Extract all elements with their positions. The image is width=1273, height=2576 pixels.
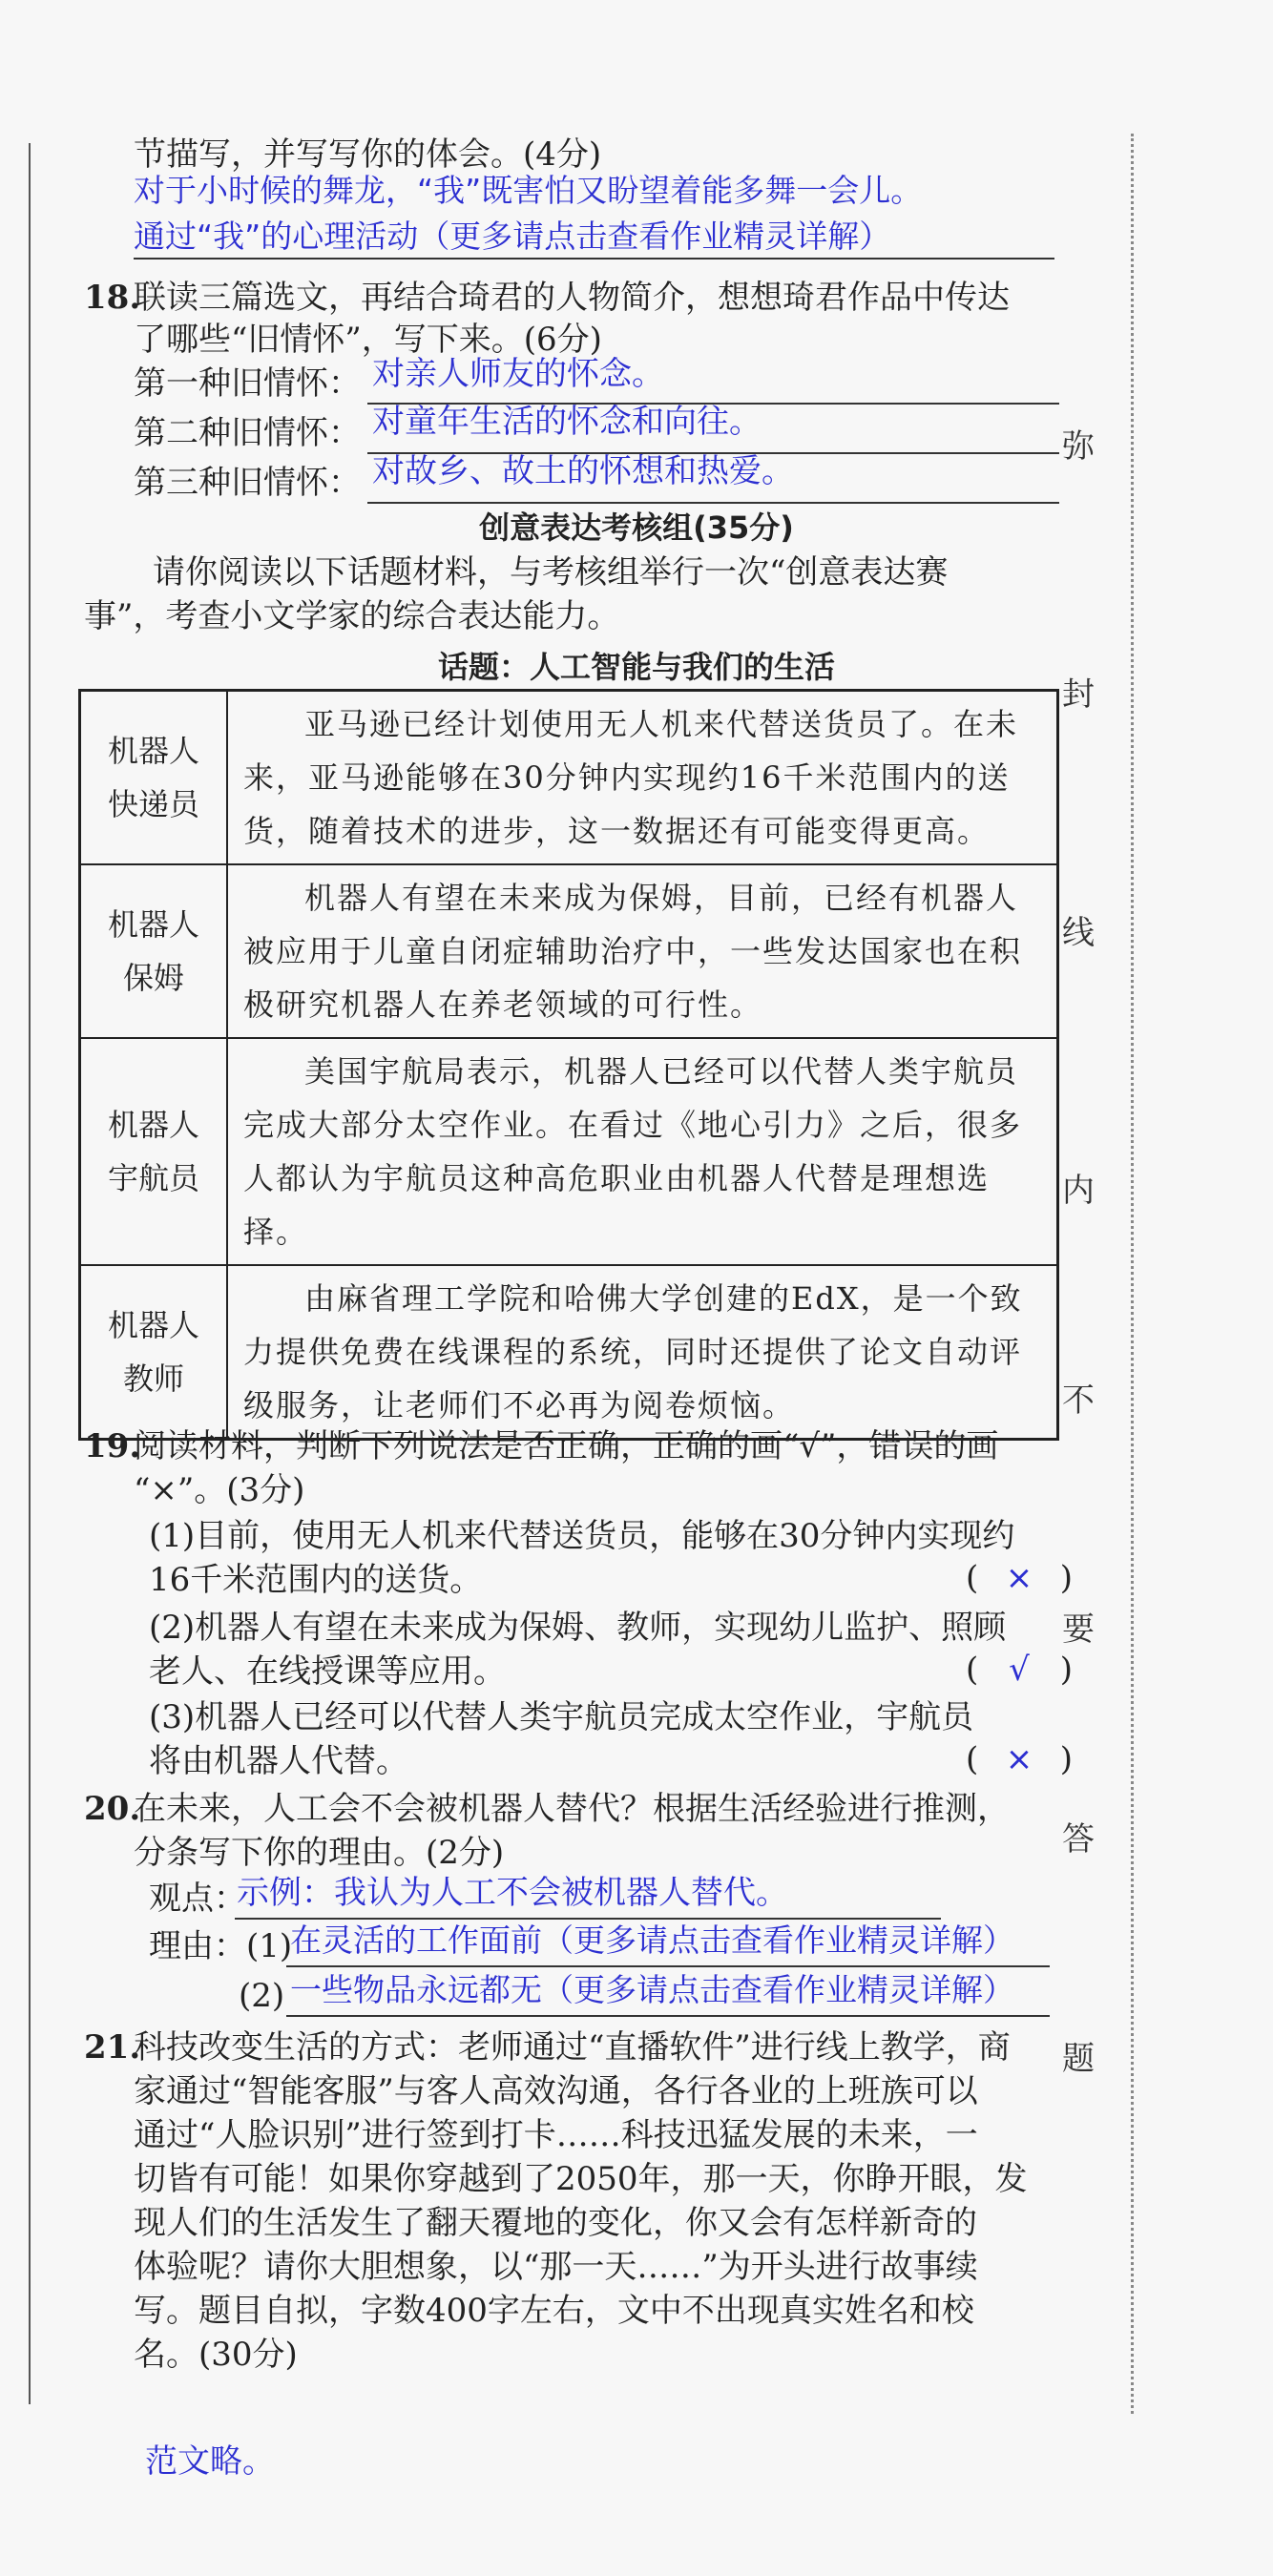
- side-seal-char: 不: [1062, 1381, 1095, 1420]
- row-content: 由麻省理工学院和哈佛大学创建的EdX，是一个致力提供免费在线课程的系统，同时还提供了论文自动评级服务，让老师们不必再为阅卷烦恼。: [227, 1265, 1058, 1440]
- section-title: 创意表达考核组(35分): [479, 509, 794, 546]
- row-heading: 机器人 教师: [80, 1265, 228, 1440]
- q18-row-label: 第三种旧情怀：: [134, 464, 361, 502]
- q19-item-line: (2)机器人有望在未来成为保姆、教师，实现幼儿监护、照顾: [149, 1609, 1007, 1647]
- q20-view-answer: 示例：我认为人工不会被机器人替代。: [237, 1874, 788, 1912]
- table-row: [80, 691, 1058, 865]
- table-row: [80, 864, 1058, 1038]
- q20-reason-1-answer: 在灵活的工作面前（更多请点击查看作业精灵详解）: [290, 1922, 1014, 1959]
- q18-prompt-line-2: 了哪些“旧情怀”，写下来。(6分): [134, 321, 602, 359]
- q20-reason-label: 理由：(1): [149, 1927, 293, 1965]
- q21-prompt-line: 通过“人脸识别”进行签到打卡……科技迅猛发展的未来，一: [134, 2116, 978, 2154]
- q20-reason-1-underline: [286, 1965, 1050, 1967]
- footer-answer: 范文略。: [145, 2442, 275, 2481]
- q19-item-line: (1)目前，使用无人机来代替送货员，能够在30分钟内实现约: [149, 1517, 1015, 1555]
- q21-number: 21.: [84, 2028, 141, 2067]
- row-heading: 机器人 宇航员: [80, 1038, 228, 1265]
- mark-value: ×: [1005, 1559, 1033, 1597]
- topic-material-table: [78, 689, 1059, 1441]
- section-intro-line-1: 请你阅读以下话题材料，与考核组举行一次“创意表达赛: [153, 553, 949, 592]
- q19-prompt-line-1: 阅读材料，判断下列说法是否正确，正确的画“√”，错误的画: [134, 1427, 999, 1465]
- q19-item-line: 老人、在线授课等应用。: [149, 1652, 506, 1691]
- q20-number: 20.: [84, 1790, 141, 1828]
- q19-number: 19.: [84, 1427, 141, 1465]
- side-seal-char: 弥: [1062, 427, 1095, 466]
- row-heading: 机器人 保姆: [80, 864, 228, 1038]
- q19-item-line: 将由机器人代替。: [149, 1742, 408, 1780]
- q18-number: 18.: [84, 279, 141, 317]
- q17-answer-line-2: 通过“我”的心理活动（更多请点击查看作业精灵详解）: [134, 218, 891, 255]
- q17-answer-underline: [134, 258, 1054, 260]
- q20-reason-2-answer: 一些物品永远都无（更多请点击查看作业精灵详解）: [290, 1971, 1014, 2008]
- q18-row-answer: 对亲人师友的怀念。: [372, 355, 664, 393]
- q21-prompt-line: 名。(30分): [134, 2336, 298, 2374]
- q19-answer-mark: [966, 1559, 1073, 1597]
- table-row: [80, 1038, 1058, 1265]
- side-seal-char: 要: [1062, 1610, 1095, 1649]
- topic-heading: 话题：人工智能与我们的生活: [437, 649, 835, 685]
- mark-value: √: [1009, 1651, 1030, 1689]
- q21-prompt-line: 体验呢？请你大胆想象，以“那一天……”为开头进行故事续: [134, 2248, 978, 2286]
- q19-item-line: (3)机器人已经可以代替人类宇航员完成太空作业，宇航员: [149, 1698, 974, 1736]
- paren-close: ): [1059, 1740, 1073, 1778]
- q20-prompt-line-1: 在未来，人工会不会被机器人替代？根据生活经验进行推测，: [134, 1790, 1010, 1828]
- q21-prompt-line: 科技改变生活的方式：老师通过“直播软件”进行线上教学，商: [134, 2028, 1011, 2067]
- q18-prompt-line-1: 联读三篇选文，再结合琦君的人物简介，想想琦君作品中传达: [134, 279, 1010, 317]
- q20-reason-2-label: (2): [239, 1977, 285, 2015]
- q18-row-label: 第二种旧情怀：: [134, 414, 361, 452]
- q21-prompt-line: 现人们的生活发生了翻天覆地的变化，你又会有怎样新奇的: [134, 2204, 977, 2242]
- side-seal-char: 答: [1062, 1820, 1095, 1859]
- q21-prompt-line: 切皆有可能！如果你穿越到了2050年，那一天，你睁开眼，发: [134, 2160, 1028, 2198]
- row-heading: 机器人 快递员: [80, 691, 228, 865]
- row-content: 亚马逊已经计划使用无人机来代替送货员了。在未来，亚马逊能够在30分钟内实现约16千米范围内的送货，随着技术的进步，这一数据还有可能变得更高。: [227, 691, 1058, 865]
- q20-prompt-line-2: 分条写下你的理由。(2分): [134, 1834, 505, 1872]
- side-seal-char: 封: [1062, 675, 1095, 714]
- q17-prompt-line: 节描写，并写写你的体会。(4分): [134, 135, 602, 174]
- q19-prompt-line-2: “×”。(3分): [134, 1471, 305, 1509]
- row-content: 机器人有望在未来成为保姆，目前，已经有机器人被应用于儿童自闭症辅助治疗中，一些发达国家也在积极研究机器人在养老领域的可行性。: [227, 864, 1058, 1038]
- q17-answer-line-1: 对于小时候的舞龙，“我”既害怕又盼望着能多舞一会儿。: [134, 172, 923, 209]
- q18-row-answer: 对童年生活的怀念和向往。: [372, 403, 762, 441]
- paren-close: ): [1059, 1559, 1073, 1597]
- q20-view-label: 观点：: [149, 1880, 246, 1918]
- paren-close: ): [1059, 1651, 1073, 1689]
- q20-reason-2-underline: [286, 2015, 1050, 2017]
- q19-item-line: 16千米范围内的送货。: [149, 1561, 483, 1599]
- side-seal-char: 内: [1062, 1172, 1095, 1210]
- row-content: 美国宇航局表示，机器人已经可以代替人类宇航员完成大部分太空作业。在看过《地心引力》之后，很多人都认为宇航员这种高危职业由机器人代替是理想选择。: [227, 1038, 1058, 1265]
- paren-open: (: [966, 1740, 979, 1778]
- q21-prompt-line: 写。题目自拟，字数400字左右，文中不出现真实姓名和校: [134, 2292, 974, 2330]
- left-margin-rule: [29, 143, 31, 2404]
- mark-value: ×: [1005, 1740, 1033, 1778]
- q18-row-answer: 对故乡、故土的怀想和热爱。: [372, 452, 794, 490]
- paren-open: (: [966, 1559, 979, 1597]
- section-intro-line-2: 事”，考查小文学家的综合表达能力。: [84, 597, 620, 635]
- q19-answer-mark: [966, 1740, 1073, 1778]
- q18-row-label: 第一种旧情怀：: [134, 364, 361, 403]
- binding-dotted-line: [1131, 134, 1134, 2414]
- q21-prompt-line: 家通过“智能客服”与客人高效沟通，各行各业的上班族可以: [134, 2072, 978, 2110]
- side-seal-char: 线: [1062, 914, 1095, 952]
- side-seal-char: 题: [1062, 2040, 1095, 2078]
- q19-answer-mark: [966, 1651, 1073, 1689]
- table-row: [80, 1265, 1058, 1440]
- paren-open: (: [966, 1651, 979, 1689]
